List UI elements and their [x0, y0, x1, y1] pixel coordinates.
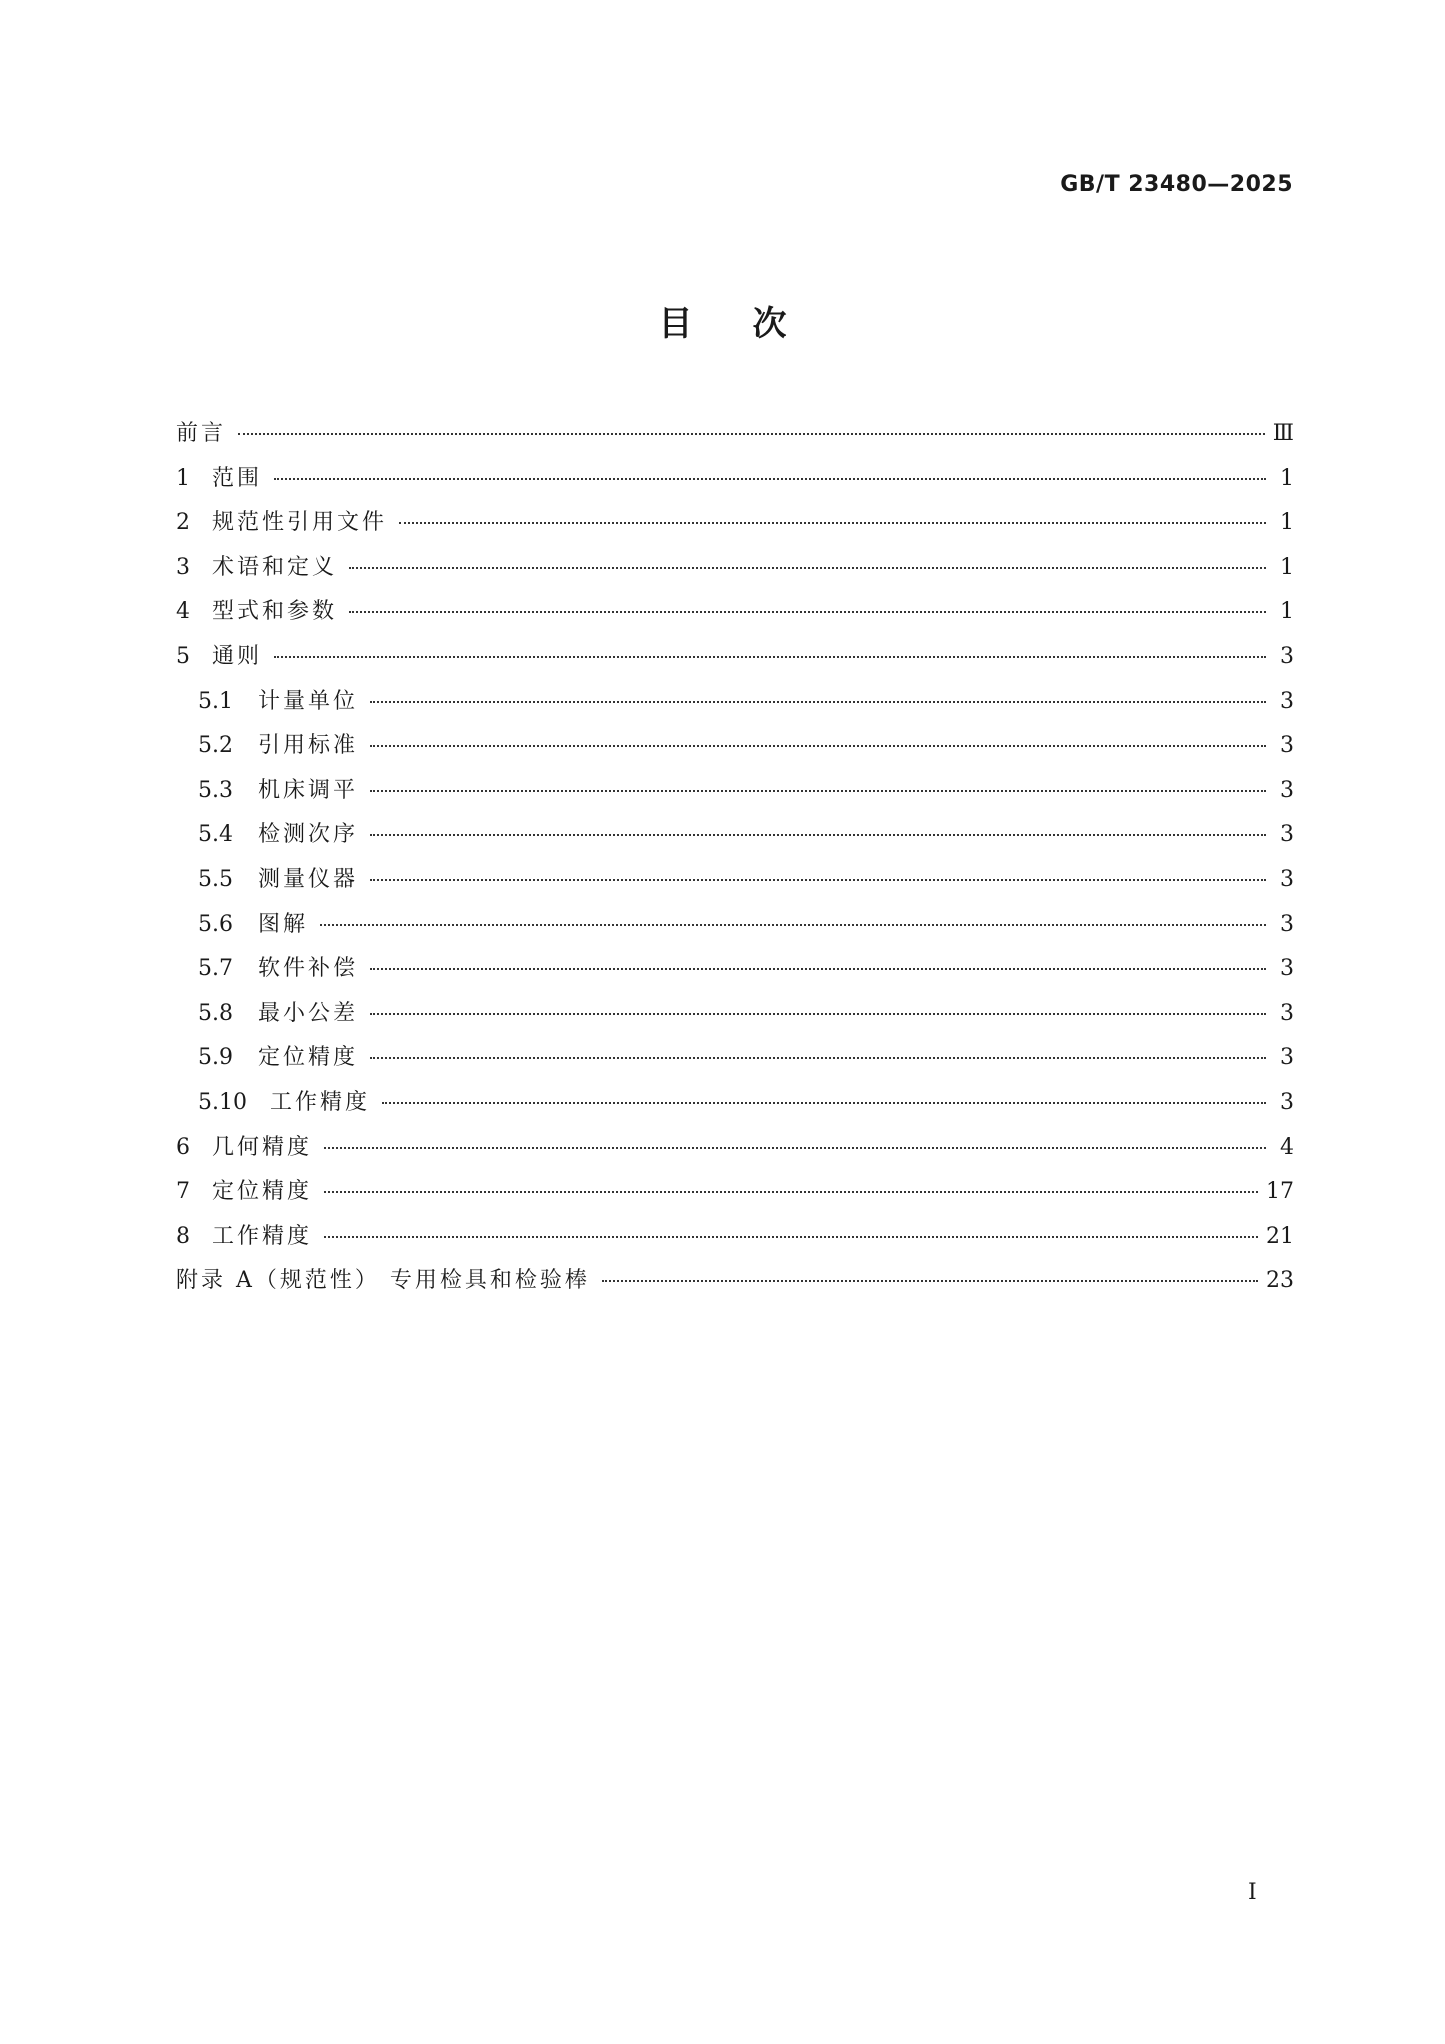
toc-leader-dots: [324, 1236, 1258, 1238]
toc-entry-page: 3: [1280, 822, 1294, 848]
toc-entry-label: 通则: [212, 643, 263, 669]
toc-leader-dots: [349, 567, 1266, 569]
toc-leader-dots: [370, 1013, 1266, 1015]
toc-leader-dots: [370, 1057, 1266, 1059]
toc-leader-dots: [370, 879, 1266, 881]
toc-leader-dots: [274, 656, 1266, 658]
toc-entry-label: 附录 A（规范性） 专用检具和检验棒: [176, 1268, 590, 1294]
toc-entry-5-3[interactable]: [176, 769, 1294, 814]
toc-entry-label: 几何精度: [212, 1134, 313, 1160]
toc-entry-number: 5.10: [198, 1089, 247, 1115]
toc-entry-page: 3: [1280, 911, 1294, 937]
toc-entry-5-5[interactable]: [176, 858, 1294, 903]
toc-entry-label: 测量仪器: [258, 866, 359, 892]
toc-entry-label: 定位精度: [258, 1045, 359, 1071]
toc-entry-number: 1: [176, 465, 190, 491]
toc-entry-page: 3: [1280, 688, 1294, 714]
toc-leader-dots: [370, 968, 1266, 970]
toc-leader-dots: [349, 611, 1266, 613]
toc-leader-dots: [238, 433, 1265, 435]
toc-entry-5-8[interactable]: [176, 992, 1294, 1037]
table-of-contents: [176, 412, 1294, 1304]
toc-entry-number: 5.4: [198, 822, 233, 848]
toc-entry-page: 3: [1280, 1089, 1294, 1115]
toc-entry-number: 5.6: [198, 911, 233, 937]
toc-entry-7[interactable]: [176, 1170, 1294, 1215]
toc-entry-label: 计量单位: [258, 688, 359, 714]
page-number: I: [1248, 1880, 1257, 1905]
toc-entry-label: 型式和参数: [212, 599, 338, 625]
toc-entry-3[interactable]: [176, 546, 1294, 591]
toc-entry-5-1[interactable]: [176, 680, 1294, 725]
toc-entry-page: 4: [1280, 1134, 1294, 1160]
standard-code: GB/T 23480—2025: [1060, 172, 1293, 197]
toc-entry-page: 23: [1266, 1268, 1294, 1294]
toc-entry-number: 2: [176, 510, 190, 536]
toc-entry-page: Ⅲ: [1272, 421, 1294, 446]
toc-entry-page: 1: [1280, 510, 1294, 536]
toc-entry-page: 3: [1280, 777, 1294, 803]
toc-entry-number: 6: [176, 1134, 190, 1160]
toc-entry-page: 1: [1280, 465, 1294, 491]
toc-entry-number: 5.5: [198, 866, 233, 892]
toc-entry-number: 5: [176, 643, 190, 669]
toc-entry-page: 3: [1280, 866, 1294, 892]
toc-entry-page: 3: [1280, 956, 1294, 982]
toc-entry-5-7[interactable]: [176, 947, 1294, 992]
toc-leader-dots: [370, 701, 1266, 703]
toc-entry-label: 检测次序: [258, 822, 359, 848]
toc-entry-label: 范围: [212, 465, 263, 491]
toc-entry-5-4[interactable]: [176, 813, 1294, 858]
toc-entry-label: 术语和定义: [212, 554, 338, 580]
toc-entry-number: 8: [176, 1223, 190, 1249]
toc-entry-page: 3: [1280, 733, 1294, 759]
toc-entry-label: 图解: [258, 911, 309, 937]
toc-entry-page: 1: [1280, 599, 1294, 625]
toc-entry-number: 5.3: [198, 777, 233, 803]
toc-leader-dots: [370, 745, 1266, 747]
toc-entry-label: 引用标准: [258, 733, 359, 759]
toc-entry-number: 5.8: [198, 1000, 233, 1026]
toc-leader-dots: [274, 478, 1266, 480]
toc-entry-5-6[interactable]: [176, 903, 1294, 948]
toc-entry-5-10[interactable]: [176, 1081, 1294, 1126]
toc-entry-5-2[interactable]: [176, 724, 1294, 769]
toc-entry-page: 3: [1280, 1000, 1294, 1026]
toc-entry-4[interactable]: [176, 590, 1294, 635]
toc-entry-2[interactable]: [176, 501, 1294, 546]
toc-entry-label: 机床调平: [258, 777, 359, 803]
toc-entry-foreword[interactable]: [176, 412, 1294, 457]
toc-entry-page: 21: [1266, 1223, 1294, 1249]
toc-leader-dots: [382, 1102, 1266, 1104]
toc-leader-dots: [324, 1191, 1258, 1193]
toc-entry-number: 5.2: [198, 733, 233, 759]
toc-leader-dots: [320, 924, 1266, 926]
toc-entry-page: 1: [1280, 554, 1294, 580]
toc-entry-8[interactable]: [176, 1215, 1294, 1260]
toc-entry-number: 4: [176, 599, 190, 625]
toc-entry-appendix-a[interactable]: [176, 1259, 1294, 1304]
toc-entry-page: 3: [1280, 643, 1294, 669]
toc-entry-number: 5.9: [198, 1045, 233, 1071]
toc-entry-5[interactable]: [176, 635, 1294, 680]
toc-entry-number: 7: [176, 1179, 190, 1205]
toc-entry-label: 工作精度: [212, 1223, 313, 1249]
toc-entry-label: 前言: [176, 421, 227, 446]
toc-entry-5-9[interactable]: [176, 1036, 1294, 1081]
toc-entry-label: 定位精度: [212, 1179, 313, 1205]
toc-leader-dots: [370, 790, 1266, 792]
toc-entry-6[interactable]: [176, 1126, 1294, 1171]
toc-entry-page: 3: [1280, 1045, 1294, 1071]
toc-entry-1[interactable]: [176, 457, 1294, 502]
toc-entry-label: 最小公差: [258, 1000, 359, 1026]
toc-entry-page: 17: [1266, 1179, 1294, 1205]
toc-entry-label: 工作精度: [270, 1089, 371, 1115]
toc-leader-dots: [324, 1147, 1266, 1149]
page-title: 目次: [658, 304, 847, 344]
toc-leader-dots: [370, 834, 1266, 836]
toc-leader-dots: [602, 1280, 1258, 1282]
toc-entry-label: 规范性引用文件: [212, 510, 388, 536]
toc-leader-dots: [399, 522, 1266, 524]
toc-entry-number: 3: [176, 554, 190, 580]
toc-entry-number: 5.7: [198, 956, 233, 982]
toc-entry-label: 软件补偿: [258, 956, 359, 982]
toc-entry-number: 5.1: [198, 688, 233, 714]
